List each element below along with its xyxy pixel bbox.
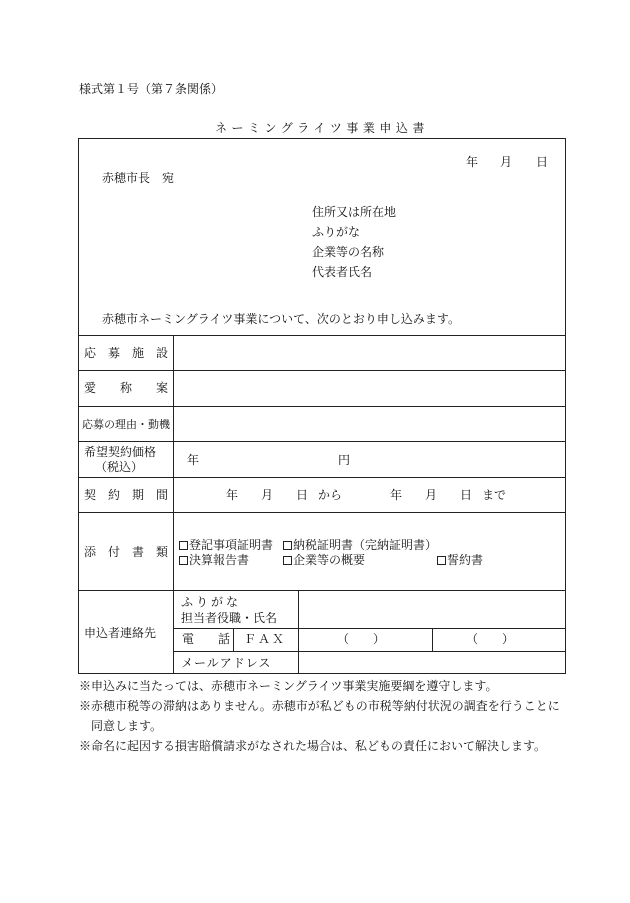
note-2: ※赤穂市税等の滞納はありません。赤穂市が私どもの市税等納付状況の調査を行うことに (79, 699, 560, 713)
attachment-tax-cert[interactable]: 納税証明書（完納証明書） (283, 538, 437, 552)
price-yen: 円 (338, 453, 351, 467)
contact-fax-label: ＦＡＸ (244, 632, 287, 646)
row-divider (78, 370, 566, 371)
price-tax-label: （税込） (95, 460, 144, 474)
period-from: から (318, 488, 343, 502)
attachment-pledge[interactable]: 誓約書 (437, 553, 483, 567)
address-label: 住所又は所在地 (312, 205, 397, 219)
period-label: 契 約 期 間 (84, 488, 169, 502)
period-day-2: 日 (460, 488, 473, 502)
period-day-1: 日 (296, 488, 309, 502)
fax-paren: （ ） (466, 632, 515, 646)
period-month-1: 月 (261, 488, 274, 502)
period-until: まで (482, 488, 507, 502)
furigana-label: ふりがな (312, 225, 361, 239)
contact-furigana-label: ふりがな (181, 595, 242, 609)
nickname-label: 愛 称 案 (84, 381, 169, 395)
period-year-2: 年 (390, 488, 403, 502)
attachments-label: 添 付 書 類 (84, 545, 169, 559)
col-divider (432, 628, 433, 651)
facility-label: 応 募 施 設 (84, 346, 169, 360)
col-divider (173, 335, 174, 674)
note-1: ※申込みに当たっては、赤穂市ネーミングライツ事業実施要綱を遵守します。 (79, 679, 498, 693)
row-divider (173, 651, 566, 652)
row-divider (78, 512, 566, 513)
date-month: 月 (500, 155, 513, 169)
phone-paren: （ ） (337, 632, 386, 646)
row-divider (78, 335, 566, 336)
col-divider (233, 628, 234, 651)
date-day: 日 (536, 155, 549, 169)
reason-label: 応募の理由・動機 (82, 418, 170, 431)
row-divider (78, 477, 566, 478)
row-divider (78, 406, 566, 407)
price-year: 年 (187, 453, 200, 467)
contact-phone-label: 電 話 (182, 632, 231, 646)
date-year: 年 (466, 155, 479, 169)
period-month-2: 月 (425, 488, 438, 502)
checkbox-icon[interactable] (179, 541, 188, 550)
attachment-overview[interactable]: 企業等の概要 (283, 553, 365, 567)
note-2-continued: 同意します。 (79, 719, 163, 733)
col-divider (298, 590, 299, 674)
note-3: ※命名に起因する損害賠償請求がなされた場合は、私どもの責任において解決します。 (79, 739, 547, 753)
row-divider (78, 590, 566, 591)
checkbox-icon[interactable] (437, 556, 446, 565)
representative-label: 代表者氏名 (312, 265, 373, 279)
attachment-financial[interactable]: 決算報告書 (179, 553, 249, 567)
checkbox-icon[interactable] (179, 556, 188, 565)
attachment-registry[interactable]: 登記事項証明書 (179, 538, 273, 552)
price-label: 希望契約価格 (84, 445, 157, 459)
addressee: 赤穂市長 宛 (102, 171, 175, 185)
form-number: 様式第１号（第７条関係） (79, 82, 224, 96)
intro-text: 赤穂市ネーミングライツ事業について、次のとおり申し込みます。 (102, 312, 460, 326)
row-divider (173, 628, 566, 629)
contact-person-label: 担当者役職・氏名 (181, 611, 278, 625)
checkbox-icon[interactable] (283, 556, 292, 565)
checkbox-icon[interactable] (283, 541, 292, 550)
form-title: ネーミングライツ事業申込書 (215, 121, 429, 135)
row-divider (78, 441, 566, 442)
contact-email-label: メールアドレス (181, 656, 272, 670)
company-label: 企業等の名称 (312, 245, 385, 259)
contact-label: 申込者連絡先 (84, 626, 157, 640)
period-year-1: 年 (226, 488, 239, 502)
